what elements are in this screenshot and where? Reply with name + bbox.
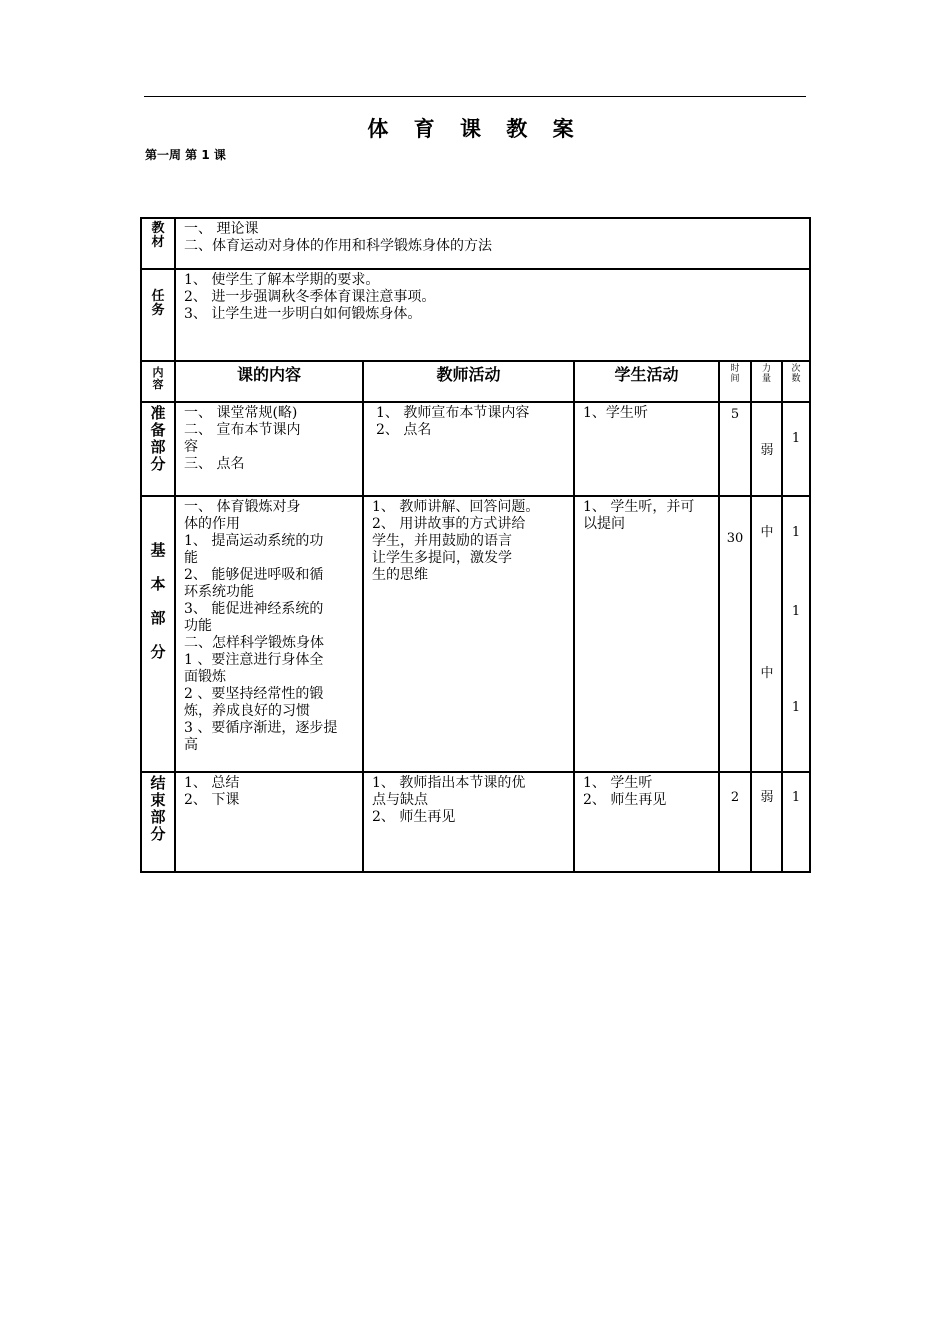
header-count: 次 数 [781,360,811,403]
basic-student-cell [573,495,720,773]
end-student: 1、 学生听 2、 师生再见 [583,775,667,808]
end-teacher-cell [362,771,575,873]
end-count-cell [781,771,811,873]
basic-count-cell [781,495,811,773]
material-cell [174,217,811,270]
header-teacher: 教师活动 [362,360,575,403]
basic-content-cell [174,495,364,773]
prep-content-cell [174,401,364,497]
basic-content: 一、 体育锻炼对身 体的作用 1、 提高运动系统的功 能 2、 能够促进呼吸和循 环系统功能 3、 能促进神经系统的 功能 二、怎样科学锻炼身体 1 、要注意进行身体全 面锻炼 2 、要坚持经常性的锻 炼，养成良好的习惯 3 、要循序渐进，逐步提 高 [184,499,338,753]
basic-time: 30 [726,531,744,546]
prep-count-cell [781,401,811,497]
header-content: 课的内容 [174,360,364,403]
basic-count-3: 1 [791,700,801,715]
end-teacher: 1、 教师指出本节课的优 点与缺点 2、 师生再见 [372,775,526,825]
end-label-cell [140,771,176,873]
basic-student: 1、 学生听，并可 以提问 [583,499,695,532]
material-label: 教 材 [151,221,165,250]
basic-label: 基 本 部 分 [150,541,166,661]
end-content-cell [174,771,364,873]
material-text: 一、 理论课 二、体育运动对身体的作用和科学锻炼身体的方法 [184,221,492,254]
task-text: 1、 使学生了解本学期的要求。 2、 进一步强调秋冬季体育课注意事项。 3、 让学生进一步明白如何锻炼身体。 [184,272,436,322]
task-label-cell [140,268,176,362]
task-label: 任 务 [151,289,165,318]
prep-teacher-cell [362,401,575,497]
material-label-cell [140,217,176,270]
basic-strength-cell [750,495,783,773]
header-student: 学生活动 [573,360,720,403]
end-content: 1、 总结 2、 下课 [184,775,240,808]
header-label: 内 容 [152,366,164,391]
end-label: 结 束 部 分 [150,774,166,843]
basic-teacher-cell [362,495,575,773]
prep-teacher: 1、 教师宣布本节课内容 2、 点名 [376,405,530,438]
prep-time: 5 [730,407,740,422]
end-count: 1 [791,790,801,805]
prep-label: 准 备 部 分 [150,404,166,473]
basic-strength-1: 中 [760,525,774,540]
prep-student-cell [573,401,720,497]
prep-time-cell [718,401,752,497]
prep-strength-cell [750,401,783,497]
end-time: 2 [730,790,740,805]
document-title: 体 育 课 教 案 [367,117,583,141]
prep-content: 一、 课堂常规(略) 二、 宣布本节课内 容 三、 点名 [184,405,301,472]
basic-count-2: 1 [791,604,801,619]
end-student-cell [573,771,720,873]
header-rule [144,96,806,97]
basic-teacher: 1、 教师讲解、回答问题。 2、 用讲故事的方式讲给 学生，并用鼓励的语言 让学生多提问，激发学 生的思维 [372,499,540,583]
prep-student: 1、学生听 [583,405,648,421]
end-time-cell [718,771,752,873]
basic-strength-2: 中 [760,666,774,681]
end-strength: 弱 [760,790,774,805]
header-time: 时 间 [718,360,752,403]
basic-time-cell [718,495,752,773]
header-label-cell [140,360,176,403]
header-strength: 力 量 [750,360,783,403]
prep-strength: 弱 [760,443,774,458]
task-cell [174,268,811,362]
basic-count-1: 1 [791,525,801,540]
prep-label-cell [140,401,176,497]
end-strength-cell [750,771,783,873]
week-lesson: 第一周 第 1 课 [145,148,226,162]
basic-label-cell [140,495,176,773]
prep-count: 1 [791,431,801,446]
